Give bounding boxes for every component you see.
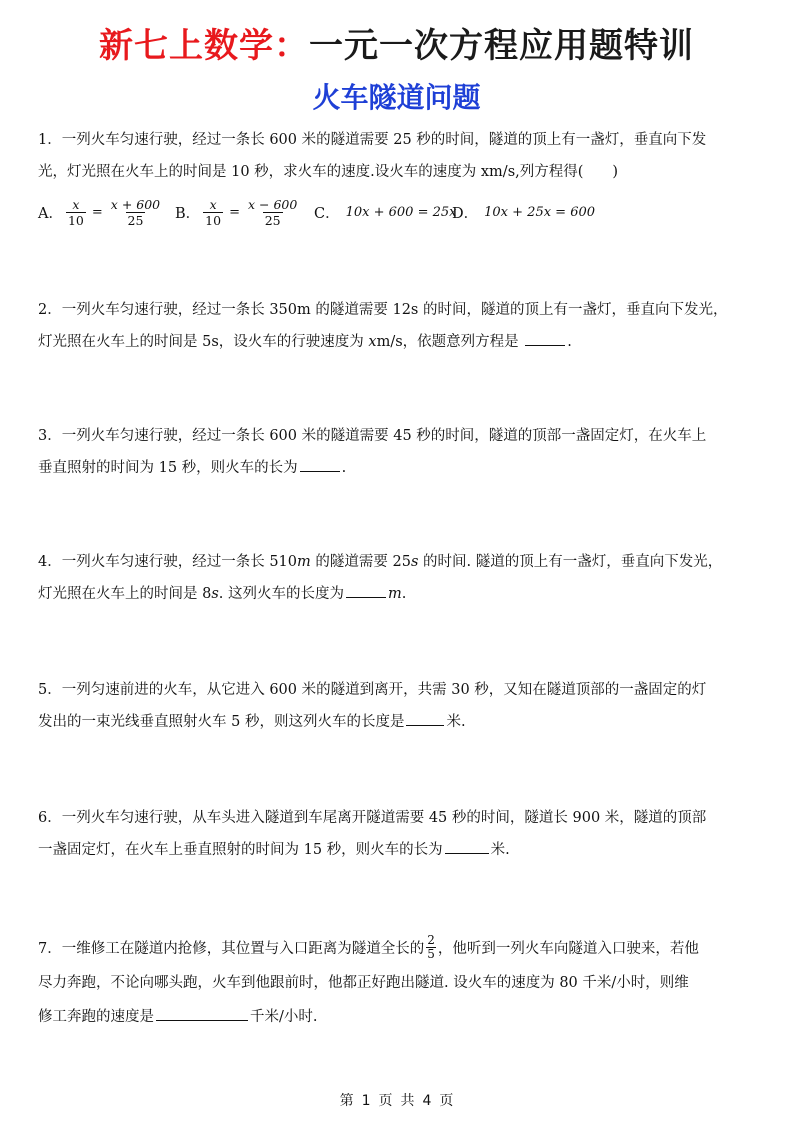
option-a-label: A． <box>38 205 63 222</box>
fraction-denominator: 10 <box>205 212 222 228</box>
fraction-numerator: 2 <box>427 932 435 947</box>
equals-sign: = <box>91 204 103 220</box>
footer-text: 共 <box>400 1093 415 1109</box>
question-1 <box>38 124 758 188</box>
question-2 <box>38 294 758 358</box>
page-subtitle: 火车隧道问题 <box>312 81 481 114</box>
q1-options <box>38 192 758 232</box>
q1-line-1: 1．一列火车匀速行驶，经过一条长 600 米的隧道需要 25 秒的时间，隧道的顶上有一盏灯，垂直向下发 <box>38 132 707 148</box>
q2-variable: x <box>368 334 377 350</box>
unit-s: s <box>410 554 419 570</box>
q4-text-a: 4．一列火车匀速行驶，经过一条长 510 <box>38 554 298 570</box>
q2-line-1: 2．一列火车匀速行驶，经过一条长 350m 的隧道需要 12s 的时间，隧道的顶上有一盏灯，垂直向下发光， <box>38 302 728 318</box>
q6-text-a: 一盏固定灯，在火车上垂直照射的时间为 15 秒，则火车的长为 <box>38 842 443 858</box>
answer-blank[interactable] <box>445 837 489 854</box>
option-c-label: C． <box>314 205 340 222</box>
answer-blank[interactable] <box>300 455 340 472</box>
answer-blank[interactable] <box>346 581 386 598</box>
q1-line-2: 光，灯光照在火车上的时间是 10 秒，求火车的速度.设火车的速度为 xm/s,列方程得( ) <box>38 164 619 180</box>
q3-line-2 <box>38 452 758 484</box>
option-b-label: B． <box>175 205 201 222</box>
option-c-expression: 10x + 600 = 25x <box>345 204 457 220</box>
fraction-numerator: x <box>209 196 217 212</box>
answer-blank[interactable] <box>525 329 565 346</box>
q4-text-b: 的隧道需要 25 <box>310 554 411 570</box>
footer-text: 第 <box>339 1093 354 1109</box>
footer-text: 页 <box>378 1093 393 1109</box>
q7-text-d: 千米/小时. <box>250 1009 318 1025</box>
page-number: 1 <box>361 1093 371 1109</box>
fraction-denominator: 25 <box>127 212 144 228</box>
q2-line-2 <box>38 326 758 358</box>
equals-sign: = <box>229 204 240 220</box>
q4-text-c: 的时间. 隧道的顶上有一盏灯，垂直向下发光， <box>418 554 723 570</box>
q3-text-b: . <box>341 460 347 476</box>
q4-text-d: 灯光照在火车上的时间是 8 <box>38 586 212 602</box>
fraction-numerator: x + 600 <box>110 196 161 212</box>
question-6 <box>38 802 758 866</box>
page-title <box>0 24 793 68</box>
q6-line-2 <box>38 834 758 866</box>
q1-option-c[interactable] <box>314 192 456 232</box>
answer-blank[interactable] <box>156 1004 248 1021</box>
q7-line-2: 尽力奔跑，不论向哪头跑，火车到他跟前时，他都正好跑出隧道. 设火车的速度为 80 千米/小时，则维 <box>38 975 689 991</box>
option-b-left-fraction <box>203 197 223 228</box>
option-b-right-fraction <box>246 197 299 228</box>
unit-m: m <box>388 586 402 602</box>
question-7 <box>38 932 758 1034</box>
fraction-denominator: 25 <box>264 212 281 228</box>
q5-text-b: 米. <box>446 714 466 730</box>
q1-option-a[interactable] <box>38 192 165 232</box>
unit-s: s <box>211 586 219 602</box>
q1-option-b[interactable] <box>175 192 302 232</box>
page-total: 4 <box>422 1093 432 1109</box>
question-5 <box>38 674 758 738</box>
option-a-left-fraction <box>66 197 86 228</box>
q2-text-a: 灯光照在火车上的时间是 5s，设火车的行驶速度为 <box>38 334 369 350</box>
q7-text-b: ，他听到一列火车向隧道入口驶来，若他 <box>437 941 699 957</box>
title-red-part: 新七上数学： <box>99 26 309 66</box>
title-black-part: 一元一次方程应用题特训 <box>309 26 694 66</box>
footer-text: 页 <box>439 1093 454 1109</box>
q5-text-a: 发出的一束光线垂直照射火车 5 秒，则这列火车的长度是 <box>38 714 405 730</box>
q2-text-b: m/s，依题意列方程是 <box>376 334 524 350</box>
q2-text-c: . <box>567 334 572 350</box>
option-a-right-fraction <box>109 197 162 228</box>
fraction-denominator: 10 <box>67 212 84 228</box>
q7-line-3 <box>38 1000 758 1034</box>
q5-line-2 <box>38 706 758 738</box>
fraction-numerator: x − 600 <box>247 196 298 212</box>
unit-m: m <box>297 554 311 570</box>
q4-line-1 <box>38 546 758 578</box>
q6-text-b: 米. <box>490 842 510 858</box>
page-footer <box>0 1090 793 1110</box>
fraction-denominator: 5 <box>427 946 435 961</box>
q6-line-1: 6．一列火车匀速行驶，从车头进入隧道到车尾离开隧道需要 45 秒的时间，隧道长 900 米，隧道的顶部 <box>38 810 707 826</box>
fraction-two-fifths <box>426 934 436 961</box>
q3-text-a: 垂直照射的时间为 15 秒，则火车的长为 <box>38 460 298 476</box>
option-d-label: D． <box>452 205 479 222</box>
fraction-numerator: x <box>72 196 80 212</box>
answer-blank[interactable] <box>406 709 444 726</box>
q4-text-e: . 这列火车的长度为 <box>218 586 345 602</box>
q7-line-1 <box>38 932 758 966</box>
question-4 <box>38 546 758 610</box>
q3-line-1: 3．一列火车匀速行驶，经过一条长 600 米的隧道需要 45 秒的时间，隧道的顶部一盏固定灯，在火车上 <box>38 428 707 444</box>
q4-line-2 <box>38 578 758 610</box>
q4-text-f: . <box>401 586 407 602</box>
q7-text-a: 7．一维修工在隧道内抢修，其位置与入口距离为隧道全长的 <box>38 941 425 957</box>
q1-option-d[interactable] <box>452 192 595 232</box>
question-3 <box>38 420 758 484</box>
q5-line-1: 5．一列匀速前进的火车，从它进入 600 米的隧道到离开，共需 30 秒，又知在隧道顶部的一盏固定的灯 <box>38 682 707 698</box>
option-d-expression: 10x + 25x = 600 <box>484 204 596 220</box>
q7-text-c: 修工奔跑的速度是 <box>38 1009 154 1025</box>
